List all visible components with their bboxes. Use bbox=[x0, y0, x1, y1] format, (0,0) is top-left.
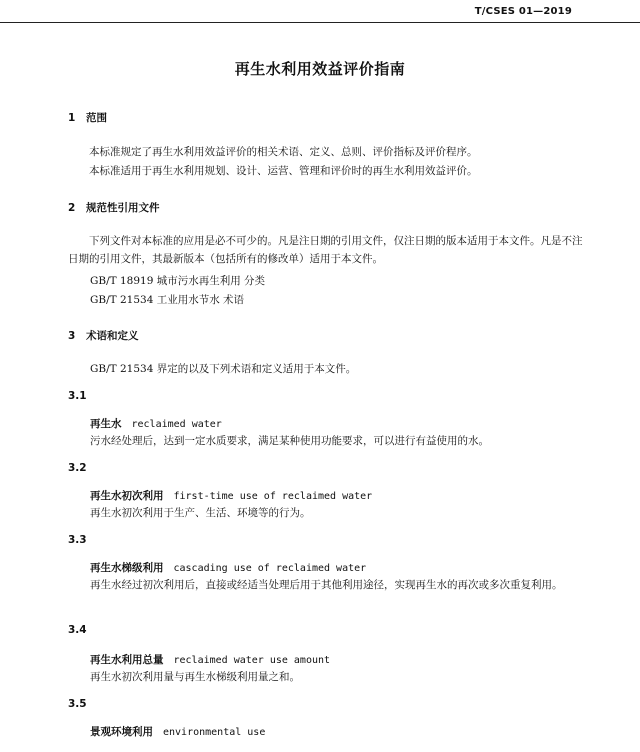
term-definition: 再生水初次利用于生产、生活、环境等的行为。 bbox=[90, 507, 311, 519]
header-rule bbox=[0, 22, 640, 23]
standard-code: T/CSES 01—2019 bbox=[474, 6, 572, 17]
term-number: 3.5 bbox=[68, 698, 87, 710]
term-number: 3.3 bbox=[68, 534, 87, 546]
section-3-heading bbox=[68, 328, 139, 343]
term-entry bbox=[90, 416, 222, 431]
section-2-heading bbox=[68, 200, 160, 215]
term-entry bbox=[90, 560, 366, 575]
section-2-paragraph: 下列文件对本标准的应用是必不可少的。凡是注日期的引用文件，仅注日期的版本适用于本文件。凡是不注日期的引用文件，其最新版本（包括所有的修改单）适用于本文件。 bbox=[68, 235, 583, 265]
term-chinese: 再生水梯级利用 bbox=[90, 562, 164, 574]
term-english: cascading use of reclaimed water bbox=[173, 563, 367, 574]
section-number: 3 bbox=[68, 330, 76, 342]
term-definition: 再生水初次利用量与再生水梯级利用量之和。 bbox=[90, 671, 300, 683]
term-english: environmental use bbox=[163, 727, 266, 738]
term-chinese: 再生水 bbox=[90, 418, 122, 430]
reference-item: GB/T 21534 工业用水节水 术语 bbox=[90, 294, 245, 306]
term-entry bbox=[90, 652, 330, 667]
document-title: 再生水利用效益评价指南 bbox=[234, 60, 406, 78]
section-number: 2 bbox=[68, 202, 76, 214]
reference-item: GB/T 18919 城市污水再生利用 分类 bbox=[90, 275, 266, 287]
term-chinese: 再生水利用总量 bbox=[90, 654, 164, 666]
term-entry bbox=[90, 724, 265, 739]
section-title: 规范性引用文件 bbox=[86, 202, 160, 214]
term-chinese: 再生水初次利用 bbox=[90, 490, 164, 502]
term-number: 3.2 bbox=[68, 462, 87, 474]
term-entry bbox=[90, 488, 372, 503]
term-definition: 再生水经过初次利用后，直接或经适当处理后用于其他利用途径，实现再生水的再次或多次重复利用。 bbox=[90, 579, 563, 591]
term-english: first-time use of reclaimed water bbox=[173, 491, 373, 502]
term-number: 3.4 bbox=[68, 624, 87, 636]
term-english: reclaimed water use amount bbox=[173, 655, 331, 666]
term-number: 3.1 bbox=[68, 390, 87, 402]
section-title: 术语和定义 bbox=[86, 330, 139, 342]
term-english: reclaimed water bbox=[131, 419, 222, 430]
section-1-heading bbox=[68, 110, 107, 125]
section-1-paragraph-1: 本标准规定了再生水利用效益评价的相关术语、定义、总则、评价指标及评价程序。 bbox=[89, 146, 478, 158]
section-3-intro: GB/T 21534 界定的以及下列术语和定义适用于本文件。 bbox=[90, 363, 357, 375]
term-chinese: 景观环境利用 bbox=[90, 726, 153, 738]
section-1-paragraph-2: 本标准适用于再生水利用规划、设计、运营、管理和评价时的再生水利用效益评价。 bbox=[89, 165, 478, 177]
term-definition: 污水经处理后，达到一定水质要求，满足某种使用功能要求，可以进行有益使用的水。 bbox=[90, 435, 489, 447]
section-number: 1 bbox=[68, 112, 76, 124]
section-title: 范围 bbox=[86, 112, 107, 124]
